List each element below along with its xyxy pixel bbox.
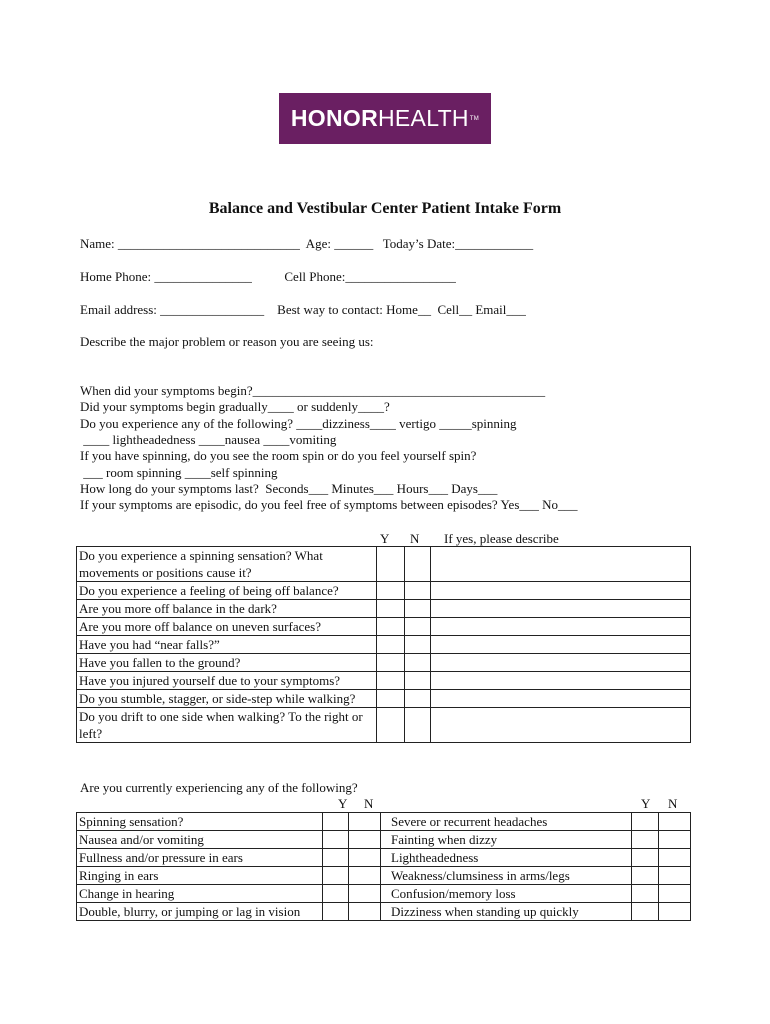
no-checkbox-cell[interactable] (405, 672, 431, 690)
symptom-question-line: ____ lightheadedness ____nausea ____vomiting (80, 431, 337, 447)
question-cell: Have you fallen to the ground? (77, 654, 377, 672)
yes-checkbox-cell[interactable] (377, 672, 405, 690)
table-row (77, 831, 691, 849)
describe-cell[interactable] (431, 582, 691, 600)
describe-cell[interactable] (431, 708, 691, 743)
right-symptom-cell: Severe or recurrent headaches (381, 813, 632, 831)
left-yes-cell[interactable] (323, 831, 349, 849)
table-row (77, 813, 691, 831)
describe-cell[interactable] (431, 654, 691, 672)
left-yes-cell[interactable] (323, 867, 349, 885)
question-cell: Have you had “near falls?” (77, 636, 377, 654)
table1-header-y: Y (380, 531, 390, 546)
logo-text-light: HEALTH (378, 105, 469, 131)
question-cell: Do you experience a feeling of being off balance? (77, 582, 377, 600)
no-checkbox-cell[interactable] (405, 636, 431, 654)
left-yes-cell[interactable] (323, 849, 349, 867)
left-yes-cell[interactable] (323, 885, 349, 903)
describe-cell[interactable] (431, 618, 691, 636)
table1-header-n: N (410, 531, 420, 546)
table-row (77, 867, 691, 885)
section2-right-y: Y (641, 796, 651, 811)
left-no-cell[interactable] (349, 885, 381, 903)
left-symptom-cell: Change in hearing (77, 885, 323, 903)
describe-cell[interactable] (431, 672, 691, 690)
right-no-cell[interactable] (659, 813, 691, 831)
left-symptom-cell: Fullness and/or pressure in ears (77, 849, 323, 867)
yes-checkbox-cell[interactable] (377, 636, 405, 654)
right-symptom-cell: Confusion/memory loss (381, 885, 632, 903)
left-no-cell[interactable] (349, 849, 381, 867)
left-no-cell[interactable] (349, 903, 381, 921)
right-symptom-cell: Fainting when dizzy (381, 831, 632, 849)
question-cell: Are you more off balance on uneven surfaces? (77, 618, 377, 636)
logo-tm: TM (469, 115, 480, 122)
table-row (77, 600, 691, 618)
table-row (77, 903, 691, 921)
yes-checkbox-cell[interactable] (377, 708, 405, 743)
balance-questions-table (76, 546, 691, 743)
section2-question: Are you currently experiencing any of the following? (80, 780, 358, 795)
left-symptom-cell: Nausea and/or vomiting (77, 831, 323, 849)
right-yes-cell[interactable] (632, 867, 659, 885)
symptom-question-line: If your symptoms are episodic, do you feel free of symptoms between episodes? Yes___ No___ (80, 497, 578, 513)
describe-cell[interactable] (431, 636, 691, 654)
yes-checkbox-cell[interactable] (377, 600, 405, 618)
yes-checkbox-cell[interactable] (377, 654, 405, 672)
question-cell: Do you drift to one side when walking? To the right or left? (77, 708, 377, 743)
table-row (77, 708, 691, 743)
table-row (77, 690, 691, 708)
left-no-cell[interactable] (349, 813, 381, 831)
right-no-cell[interactable] (659, 885, 691, 903)
table-row (77, 672, 691, 690)
table-row (77, 618, 691, 636)
table-row (77, 547, 691, 582)
right-no-cell[interactable] (659, 831, 691, 849)
left-no-cell[interactable] (349, 867, 381, 885)
describe-cell[interactable] (431, 547, 691, 582)
table1-header-describe: If yes, please describe (444, 531, 559, 546)
table-row (77, 849, 691, 867)
phone-line: Home Phone: _______________ Cell Phone:_________________ (80, 269, 456, 284)
question-cell: Do you stumble, stagger, or side-step while walking? (77, 690, 377, 708)
yes-checkbox-cell[interactable] (377, 690, 405, 708)
symptom-question-line: If you have spinning, do you see the room spin or do you feel yourself spin? (80, 448, 477, 464)
right-symptom-cell: Weakness/clumsiness in arms/legs (381, 867, 632, 885)
left-no-cell[interactable] (349, 831, 381, 849)
describe-cell[interactable] (431, 690, 691, 708)
left-symptom-cell: Double, blurry, or jumping or lag in vision (77, 903, 323, 921)
table-row (77, 885, 691, 903)
describe-problem-line: Describe the major problem or reason you are seeing us: (80, 334, 374, 349)
right-symptom-cell: Dizziness when standing up quickly (381, 903, 632, 921)
name-age-date-line: Name: ____________________________ Age: ______ Today’s Date:____________ (80, 236, 534, 251)
table-row (77, 582, 691, 600)
right-yes-cell[interactable] (632, 813, 659, 831)
section2-left-n: N (364, 796, 374, 811)
table-row (77, 636, 691, 654)
left-yes-cell[interactable] (323, 903, 349, 921)
symptom-question-line: Do you experience any of the following? ____dizziness____ vertigo _____spinning (80, 415, 517, 431)
section2-right-n: N (668, 796, 678, 811)
symptom-question-line: ___ room spinning ____self spinning (80, 464, 278, 480)
right-yes-cell[interactable] (632, 831, 659, 849)
section2-left-y: Y (338, 796, 348, 811)
honorhealth-logo (279, 93, 491, 144)
yes-checkbox-cell[interactable] (377, 547, 405, 582)
question-cell: Are you more off balance in the dark? (77, 600, 377, 618)
symptom-question-line: How long do your symptoms last? Seconds___ Minutes___ Hours___ Days___ (80, 480, 498, 496)
question-cell: Have you injured yourself due to your symptoms? (77, 672, 377, 690)
no-checkbox-cell[interactable] (405, 618, 431, 636)
form-title: Balance and Vestibular Center Patient Intake Form (208, 200, 562, 217)
left-symptom-cell: Spinning sensation? (77, 813, 323, 831)
right-yes-cell[interactable] (632, 903, 659, 921)
current-symptoms-table (76, 812, 691, 921)
yes-checkbox-cell[interactable] (377, 582, 405, 600)
no-checkbox-cell[interactable] (405, 690, 431, 708)
left-symptom-cell: Ringing in ears (77, 867, 323, 885)
right-no-cell[interactable] (659, 849, 691, 867)
email-contact-line: Email address: ________________ Best way to contact: Home__ Cell__ Email___ (80, 302, 526, 317)
no-checkbox-cell[interactable] (405, 654, 431, 672)
logo-text-bold: HONOR (290, 105, 378, 131)
no-checkbox-cell[interactable] (405, 547, 431, 582)
right-no-cell[interactable] (659, 903, 691, 921)
yes-checkbox-cell[interactable] (377, 618, 405, 636)
right-yes-cell[interactable] (632, 885, 659, 903)
left-yes-cell[interactable] (323, 813, 349, 831)
no-checkbox-cell[interactable] (405, 708, 431, 743)
right-no-cell[interactable] (659, 867, 691, 885)
question-cell: Do you experience a spinning sensation? What movements or positions cause it? (77, 547, 377, 582)
right-yes-cell[interactable] (632, 849, 659, 867)
describe-cell[interactable] (431, 600, 691, 618)
no-checkbox-cell[interactable] (405, 600, 431, 618)
no-checkbox-cell[interactable] (405, 582, 431, 600)
symptom-question-line: Did your symptoms begin gradually____ or suddenly____? (80, 399, 390, 415)
right-symptom-cell: Lightheadedness (381, 849, 632, 867)
symptom-question-line: When did your symptoms begin?_____________________________________________ (80, 383, 546, 398)
table-row (77, 654, 691, 672)
